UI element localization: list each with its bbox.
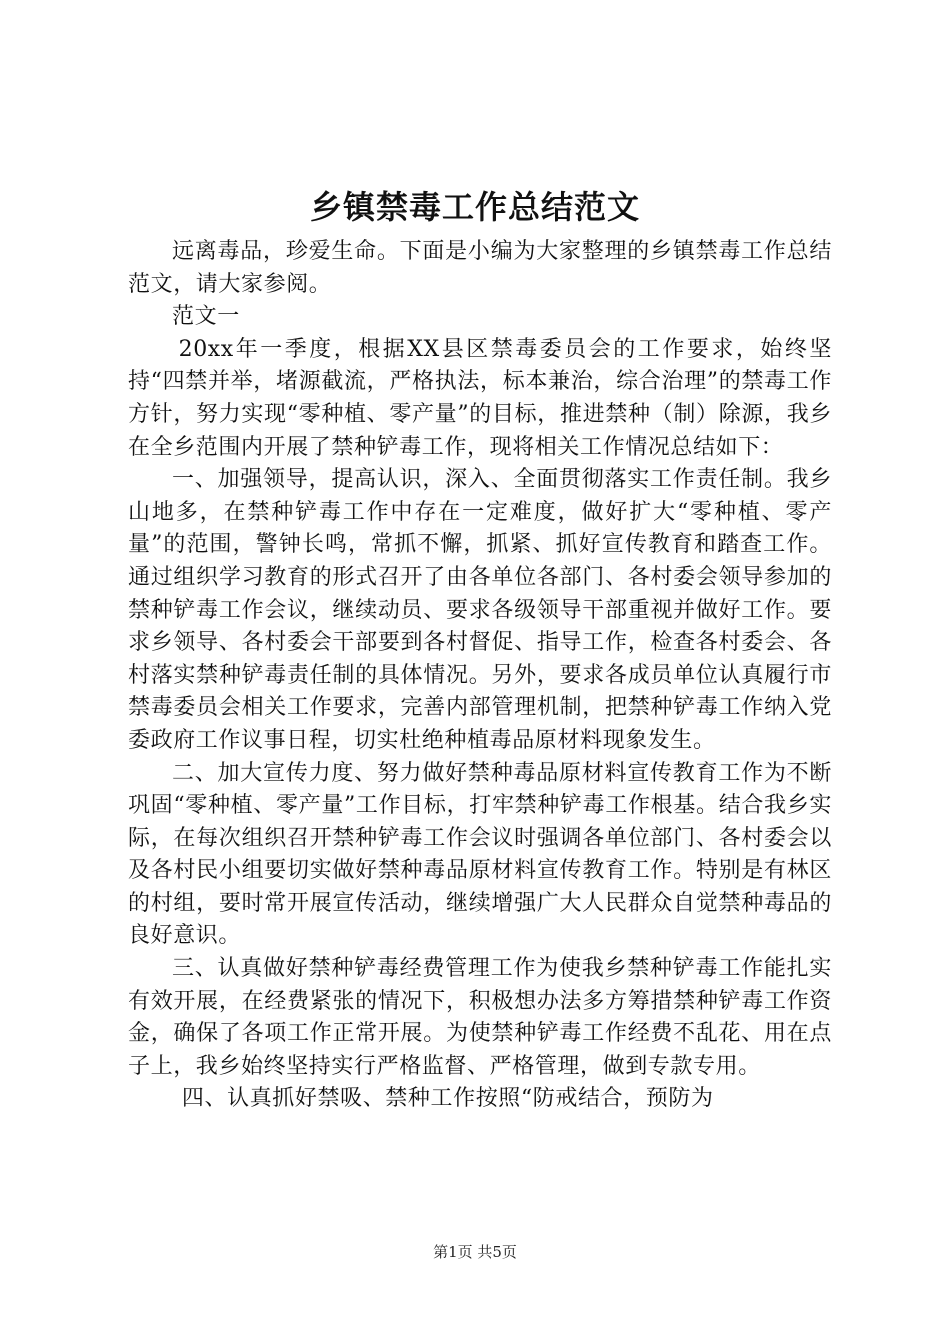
document-title: 乡镇禁毒工作总结范文: [309, 188, 640, 226]
body-paragraph: 四、认真抓好禁吸、禁种工作按照“防戒结合，预防为: [181, 1086, 714, 1112]
intro-paragraph: 远离毒品，珍爱生命。下面是小编为大家整理的乡镇禁毒工作总结范文，请大家参阅。: [128, 239, 832, 297]
body-paragraph: 二、加大宣传力度、努力做好禁种毒品原材料宣传教育工作为不断巩固“零种植、零产量”工作目标，打牢禁种铲毒工作根基。结合我乡实际，在每次组织召开禁种铲毒工作会议时强调各单位部门、各村委会以及各村民小组要切实做好禁种毒品原材料宣传教育工作。特别是有林区的村组，要时常开展宣传活动，继续增强广大人民群众自觉禁种毒品的良好意识。: [128, 760, 832, 949]
body-paragraph: 20xx年一季度，根据XX县区禁毒委员会的工作要求，始终坚持“四禁并举，堵源截流，严格执法，标本兼治，综合治理”的禁毒工作方针，努力实现“零种植、零产量”的目标，推进禁种（制）除源，我乡在全乡范围内开展了禁种铲毒工作，现将相关工作情况总结如下：: [128, 336, 832, 460]
document-body: [128, 236, 832, 1116]
page-footer: 第1页 共5页: [433, 1243, 517, 1261]
body-paragraph: 三、认真做好禁种铲毒经费管理工作为使我乡禁种铲毒工作能扎实有效开展，在经费紧张的情况下，积极想办法多方筹措禁种铲毒工作资金，确保了各项工作正常开展。为使禁种铲毒工作经费不乱花、用在点子上，我乡始终坚持实行严格监督、严格管理，做到专款专用。: [128, 956, 832, 1079]
body-paragraph: 一、加强领导，提高认识，深入、全面贯彻落实工作责任制。我乡山地多，在禁种铲毒工作中存在一定难度，做好扩大“零种植、零产量”的范围，警钟长鸣，常抓不懈，抓紧、抓好宣传教育和踏查工作。通过组织学习教育的形式召开了由各单位各部门、各村委会领导参加的禁种铲毒工作会议，继续动员、要求各级领导干部重视并做好工作。要求乡领导、各村委会干部要到各村督促、指导工作，检查各村委会、各村落实禁种铲毒责任制的具体情况。另外，要求各成员单位认真履行市禁毒委员会相关工作要求，完善内部管理机制，把禁种铲毒工作纳入党委政府工作议事日程，切实杜绝种植毒品原材料现象发生。: [128, 467, 832, 753]
section-heading: 范文一: [172, 304, 240, 330]
